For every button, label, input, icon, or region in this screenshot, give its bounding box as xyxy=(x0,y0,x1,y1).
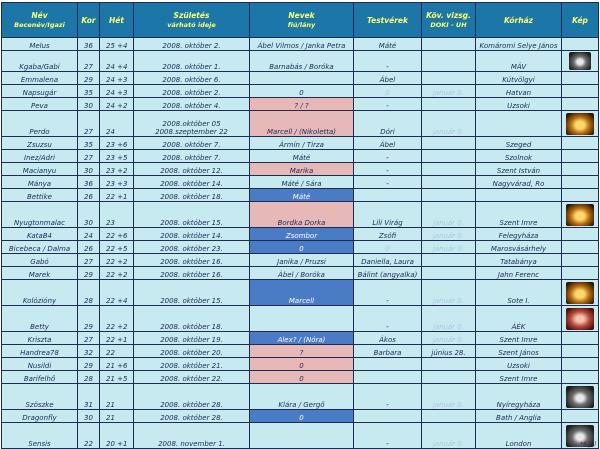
table-row xyxy=(2,85,599,98)
cell-nevek[interactable]: 0 xyxy=(250,358,354,371)
cell-het[interactable]: 24 xyxy=(100,111,134,137)
table-row xyxy=(2,38,599,51)
cell-kor[interactable]: 31 xyxy=(78,384,100,410)
cell-kov-vizsg[interactable]: január 0. xyxy=(422,85,476,98)
table-row xyxy=(2,384,599,410)
cell-nev[interactable]: Kgaba/Gabi xyxy=(2,51,78,72)
cell-korhaz[interactable]: Szeged xyxy=(476,137,562,150)
cell-kep[interactable] xyxy=(562,202,599,228)
cell-het[interactable]: 21 +5 xyxy=(100,371,134,384)
cell-kep[interactable] xyxy=(562,254,599,267)
cell-het[interactable]: 21 +6 xyxy=(100,358,134,371)
table-row xyxy=(2,241,599,254)
cell-korhaz[interactable]: Szent Imre xyxy=(476,202,562,228)
cell-korhaz[interactable] xyxy=(476,111,562,137)
cell-kep[interactable] xyxy=(562,137,599,150)
cell-kov-vizsg[interactable] xyxy=(422,137,476,150)
cell-kov-vizsg[interactable] xyxy=(422,410,476,423)
table-row xyxy=(2,345,599,358)
cell-kor[interactable]: 27 xyxy=(78,51,100,72)
cell-kov-vizsg[interactable] xyxy=(422,72,476,85)
cell-het[interactable]: 22 +2 xyxy=(100,267,134,280)
table-row xyxy=(2,51,599,72)
cell-het[interactable]: 22 +2 xyxy=(100,254,134,267)
cell-kov-vizsg[interactable] xyxy=(422,51,476,72)
cell-kep[interactable] xyxy=(562,267,599,280)
cell-kov-vizsg[interactable] xyxy=(422,189,476,202)
cell-kov-vizsg[interactable] xyxy=(422,371,476,384)
cell-testverek[interactable]: Barbara xyxy=(354,345,422,358)
cell-korhaz[interactable]: Felegyháza xyxy=(476,228,562,241)
cell-het[interactable]: 24 +3 xyxy=(100,85,134,98)
cell-het[interactable]: 21 xyxy=(100,384,134,410)
cell-nevek[interactable]: 0 xyxy=(250,85,354,98)
cell-nevek[interactable]: Klára / Gergő xyxy=(250,384,354,410)
cell-kov-vizsg[interactable]: január 0. xyxy=(422,241,476,254)
cell-nevek[interactable]: Ábel Vilmos / Janka Petra xyxy=(250,38,354,51)
cell-nev[interactable]: Melus xyxy=(2,38,78,51)
cell-nevek[interactable]: Ármin / Tirza xyxy=(250,137,354,150)
cell-testverek[interactable]: Lili Virág xyxy=(354,202,422,228)
cell-kor[interactable]: 27 xyxy=(78,111,100,137)
cell-kor[interactable]: 29 xyxy=(78,306,100,332)
cell-kep[interactable] xyxy=(562,371,599,384)
footnote: *6 jül xyxy=(580,441,596,448)
cell-nev[interactable]: Perdo xyxy=(2,111,78,137)
cell-nev[interactable]: Dragonfly xyxy=(2,410,78,423)
cell-kov-vizsg[interactable]: január 0. xyxy=(422,306,476,332)
cell-nev[interactable]: Peva xyxy=(2,98,78,111)
cell-nev[interactable]: Bicebeca / Dalma xyxy=(2,241,78,254)
cell-szuletes[interactable]: 2008. október 28. xyxy=(134,410,250,423)
cell-szuletes[interactable]: 2008. október 18. xyxy=(134,189,250,202)
cell-kov-vizsg[interactable] xyxy=(422,98,476,111)
ultrasound-thumbnail[interactable] xyxy=(569,52,591,70)
cell-testverek[interactable]: - xyxy=(354,163,422,176)
cell-nevek[interactable]: 0 xyxy=(250,371,354,384)
col-header-kep[interactable]: Kép xyxy=(562,3,599,38)
cell-nev[interactable]: Macianyu xyxy=(2,163,78,176)
table-body xyxy=(2,38,599,449)
cell-kov-vizsg[interactable] xyxy=(422,176,476,189)
cell-nev[interactable]: Emmalena xyxy=(2,72,78,85)
cell-szuletes[interactable]: 2008. október 12. xyxy=(134,163,250,176)
cell-kov-vizsg[interactable] xyxy=(422,254,476,267)
table-row xyxy=(2,410,599,423)
cell-korhaz[interactable]: MÁV xyxy=(476,51,562,72)
cell-szuletes[interactable]: 2008. október 4. xyxy=(134,98,250,111)
cell-het[interactable]: 20 +1 xyxy=(100,423,134,449)
cell-testverek[interactable]: - xyxy=(354,306,422,332)
cell-het[interactable]: 23 +5 xyxy=(100,150,134,163)
header-row xyxy=(2,3,599,38)
cell-testverek[interactable]: Bálint (angyalka) xyxy=(354,267,422,280)
cell-kov-vizsg[interactable] xyxy=(422,267,476,280)
cell-nev[interactable]: Betty xyxy=(2,306,78,332)
cell-korhaz[interactable]: Szent Imre xyxy=(476,332,562,345)
col-header-testverek[interactable]: Testvérek xyxy=(354,3,422,38)
cell-szuletes[interactable]: 2008. október 16. xyxy=(134,267,250,280)
cell-het[interactable]: 22 +1 xyxy=(100,332,134,345)
cell-nev[interactable]: Nyugtonmalac xyxy=(2,202,78,228)
cell-kep[interactable] xyxy=(562,280,599,306)
cell-kov-vizsg[interactable] xyxy=(422,150,476,163)
cell-nevek[interactable]: Ábel / Boróka xyxy=(250,267,354,280)
cell-het[interactable]: 22 +4 xyxy=(100,280,134,306)
cell-kep[interactable] xyxy=(562,163,599,176)
cell-nevek[interactable] xyxy=(250,423,354,449)
table-row xyxy=(2,254,599,267)
table-row xyxy=(2,306,599,332)
cell-kor[interactable]: 22 xyxy=(78,423,100,449)
table-row xyxy=(2,280,599,306)
cell-het[interactable]: 22 +2 xyxy=(100,306,134,332)
cell-het[interactable]: 22 +6 xyxy=(100,228,134,241)
cell-kov-vizsg[interactable] xyxy=(422,358,476,371)
cell-szuletes[interactable]: 2008. október 20. xyxy=(134,345,250,358)
cell-korhaz[interactable]: Szolnok xyxy=(476,150,562,163)
cell-szuletes[interactable]: 2008. október 14. xyxy=(134,176,250,189)
cell-kor[interactable]: 29 xyxy=(78,358,100,371)
cell-nev[interactable]: Kolózióny xyxy=(2,280,78,306)
cell-het[interactable]: 24 +4 xyxy=(100,51,134,72)
cell-szuletes[interactable] xyxy=(134,111,250,137)
col-header-kor[interactable]: Kor xyxy=(78,3,100,38)
cell-nevek[interactable] xyxy=(250,306,354,332)
table-row xyxy=(2,267,599,280)
cell-kep[interactable] xyxy=(562,241,599,254)
ultrasound-thumbnail[interactable] xyxy=(566,282,594,304)
cell-kep[interactable] xyxy=(562,410,599,423)
cell-testverek[interactable]: - xyxy=(354,384,422,410)
cell-kor[interactable]: 36 xyxy=(78,38,100,51)
cell-het[interactable]: 24 +2 xyxy=(100,98,134,111)
table-row xyxy=(2,163,599,176)
cell-korhaz[interactable]: Uzsoki xyxy=(476,358,562,371)
cell-kor[interactable]: 29 xyxy=(78,267,100,280)
cell-nevek[interactable]: Máté / Sára xyxy=(250,176,354,189)
cell-kep[interactable] xyxy=(562,85,599,98)
cell-testverek[interactable]: Daniella, Laura xyxy=(354,254,422,267)
cell-kor[interactable]: 27 xyxy=(78,150,100,163)
cell-szuletes[interactable]: 2008. október 15. xyxy=(134,280,250,306)
cell-szuletes[interactable]: 2008. október 7. xyxy=(134,137,250,150)
cell-testverek[interactable] xyxy=(354,410,422,423)
cell-nevek[interactable]: Alex? / (Nóra) xyxy=(250,332,354,345)
table-row xyxy=(2,189,599,202)
cell-nev[interactable]: Barifelhő xyxy=(2,371,78,384)
cell-het[interactable]: 24 +3 xyxy=(100,72,134,85)
cell-kov-vizsg[interactable]: január 0. xyxy=(422,228,476,241)
cell-szuletes[interactable]: 2008. október 6. xyxy=(134,72,250,85)
cell-kov-vizsg[interactable]: január 0. xyxy=(422,384,476,410)
table-row xyxy=(2,358,599,371)
cell-het[interactable]: 22 xyxy=(100,345,134,358)
cell-korhaz[interactable]: Nagyvárad, Ro xyxy=(476,176,562,189)
cell-testverek[interactable]: - xyxy=(354,423,422,449)
col-header-nev[interactable]: Név Becenév/Igazi xyxy=(2,3,78,38)
cell-szuletes[interactable]: 2008. október 2. xyxy=(134,38,250,51)
cell-korhaz[interactable]: Hatvan xyxy=(476,85,562,98)
cell-korhaz[interactable]: Szent Imre xyxy=(476,371,562,384)
cell-kor[interactable]: 36 xyxy=(78,176,100,189)
cell-testverek[interactable]: 0 xyxy=(354,85,422,98)
cell-szuletes[interactable]: 2008. október 21. xyxy=(134,358,250,371)
cell-kor[interactable]: 32 xyxy=(78,345,100,358)
cell-nev[interactable]: Handrea78 xyxy=(2,345,78,358)
cell-kep[interactable] xyxy=(562,332,599,345)
table-row xyxy=(2,111,599,137)
cell-nevek[interactable]: ? xyxy=(250,345,354,358)
ultrasound-thumbnail[interactable] xyxy=(566,386,594,408)
cell-het[interactable]: 23 xyxy=(100,202,134,228)
cell-testverek[interactable]: Dóri xyxy=(354,111,422,137)
cell-korhaz[interactable]: Szent János xyxy=(476,345,562,358)
cell-nev[interactable]: Zsuzsu xyxy=(2,137,78,150)
cell-testverek[interactable]: - xyxy=(354,98,422,111)
table-row xyxy=(2,176,599,189)
pregnancy-table xyxy=(1,2,599,449)
cell-nev[interactable]: Napsugár xyxy=(2,85,78,98)
table-row xyxy=(2,228,599,241)
cell-szuletes[interactable]: 2008. október 22. xyxy=(134,371,250,384)
cell-testverek[interactable] xyxy=(354,371,422,384)
cell-kep[interactable] xyxy=(562,150,599,163)
cell-korhaz[interactable]: Marosvásárhely xyxy=(476,241,562,254)
cell-kor[interactable]: 26 xyxy=(78,189,100,202)
cell-het[interactable]: 22 +1 xyxy=(100,189,134,202)
cell-nevek[interactable]: Marcell xyxy=(250,280,354,306)
cell-nevek[interactable]: Bordka Dorka xyxy=(250,202,354,228)
col-header-kov-vizsg[interactable]: Köv. vizsg. DOKI - UH xyxy=(422,3,476,38)
cell-nev[interactable]: Kriszta xyxy=(2,332,78,345)
cell-kor[interactable]: 28 xyxy=(78,280,100,306)
cell-korhaz[interactable]: ÁÉK xyxy=(476,306,562,332)
cell-kep[interactable] xyxy=(562,306,599,332)
cell-nev[interactable]: Nusildi xyxy=(2,358,78,371)
cell-het[interactable]: 21 xyxy=(100,410,134,423)
cell-nevek[interactable]: Janika / Pruzsi xyxy=(250,254,354,267)
cell-testverek[interactable]: - xyxy=(354,280,422,306)
cell-korhaz[interactable]: London xyxy=(476,423,562,449)
cell-nev[interactable]: Gabó xyxy=(2,254,78,267)
cell-szuletes[interactable]: 2008. október 1. xyxy=(134,51,250,72)
cell-szuletes[interactable]: 2008. október 18. xyxy=(134,306,250,332)
col-header-het[interactable]: Hét xyxy=(100,3,134,38)
table-row xyxy=(2,137,599,150)
cell-nev[interactable]: Sensis xyxy=(2,423,78,449)
cell-nevek[interactable]: Zsombor xyxy=(250,228,354,241)
cell-korhaz[interactable]: Komáromi Selye János xyxy=(476,38,562,51)
cell-kov-vizsg[interactable] xyxy=(422,38,476,51)
cell-korhaz[interactable]: Tatabánya xyxy=(476,254,562,267)
cell-kep[interactable] xyxy=(562,38,599,51)
cell-szuletes[interactable]: 2008. október 15. xyxy=(134,202,250,228)
cell-testverek[interactable]: 0 xyxy=(354,241,422,254)
cell-szuletes-line: 2008.szeptember 22 xyxy=(155,128,228,136)
cell-kor[interactable]: 26 xyxy=(78,241,100,254)
cell-kor[interactable]: 24 xyxy=(78,228,100,241)
cell-het[interactable]: 23 +2 xyxy=(100,163,134,176)
cell-nev[interactable]: Szöszke xyxy=(2,384,78,410)
cell-szuletes-line: 2008.október 05 xyxy=(162,120,221,128)
cell-szuletes[interactable]: 2008. október 28. xyxy=(134,384,250,410)
cell-nev[interactable]: KataB4 xyxy=(2,228,78,241)
cell-kov-vizsg[interactable]: január 0. xyxy=(422,111,476,137)
cell-nevek[interactable]: Máté xyxy=(250,150,354,163)
cell-nevek[interactable]: Barnabás / Boróka xyxy=(250,51,354,72)
cell-nevek[interactable]: 0 xyxy=(250,241,354,254)
cell-kor[interactable]: 29 xyxy=(78,72,100,85)
cell-testverek[interactable]: - xyxy=(354,150,422,163)
cell-nev[interactable]: Mánya xyxy=(2,176,78,189)
cell-testverek[interactable]: Ákos xyxy=(354,332,422,345)
cell-kep[interactable] xyxy=(562,345,599,358)
cell-het[interactable]: 23 +6 xyxy=(100,137,134,150)
cell-testverek[interactable]: Ábel xyxy=(354,137,422,150)
col-header-nevek[interactable]: Nevek fiú/lány xyxy=(250,3,354,38)
table-row xyxy=(2,423,599,449)
cell-testverek[interactable]: Zsófi xyxy=(354,228,422,241)
cell-nevek[interactable]: ? / ? xyxy=(250,98,354,111)
cell-kor[interactable]: 30 xyxy=(78,98,100,111)
cell-korhaz[interactable]: Kútvölgyi xyxy=(476,72,562,85)
cell-kep[interactable] xyxy=(562,189,599,202)
cell-szuletes[interactable]: 2008. október 16. xyxy=(134,254,250,267)
cell-testverek[interactable] xyxy=(354,189,422,202)
cell-kep[interactable] xyxy=(562,111,599,137)
cell-nev[interactable]: Bettike xyxy=(2,189,78,202)
cell-kor[interactable]: 27 xyxy=(78,254,100,267)
cell-kor[interactable]: 27 xyxy=(78,332,100,345)
ultrasound-thumbnail[interactable] xyxy=(566,308,594,330)
table-row xyxy=(2,98,599,111)
cell-korhaz[interactable]: Szent István xyxy=(476,163,562,176)
cell-szuletes[interactable]: 2008. október 7. xyxy=(134,150,250,163)
cell-kep[interactable] xyxy=(562,358,599,371)
cell-szuletes[interactable]: 2008. november 1. xyxy=(134,423,250,449)
cell-korhaz[interactable]: Sote I. xyxy=(476,280,562,306)
ultrasound-thumbnail[interactable] xyxy=(566,113,594,135)
cell-het[interactable]: 25 +4 xyxy=(100,38,134,51)
cell-kov-vizsg[interactable]: január 0. xyxy=(422,280,476,306)
cell-kor[interactable]: 35 xyxy=(78,137,100,150)
table-row xyxy=(2,72,599,85)
cell-korhaz[interactable]: Nyíregyháza xyxy=(476,384,562,410)
cell-korhaz[interactable]: Uzsoki xyxy=(476,98,562,111)
table-row xyxy=(2,202,599,228)
cell-kep[interactable] xyxy=(562,72,599,85)
table-row xyxy=(2,332,599,345)
cell-kor[interactable]: 30 xyxy=(78,202,100,228)
cell-het[interactable]: 23 +3 xyxy=(100,176,134,189)
cell-testverek[interactable]: Ábel xyxy=(354,72,422,85)
cell-kov-vizsg[interactable] xyxy=(422,163,476,176)
cell-korhaz[interactable]: Bath / Anglia xyxy=(476,410,562,423)
cell-korhaz[interactable]: Jahn Ferenc xyxy=(476,267,562,280)
cell-nevek[interactable] xyxy=(250,72,354,85)
cell-szuletes[interactable]: 2008. október 14. xyxy=(134,228,250,241)
cell-szuletes[interactable]: 2008. október 2. xyxy=(134,85,250,98)
cell-kov-vizsg[interactable]: június 28. xyxy=(422,345,476,358)
cell-testverek[interactable]: Máté xyxy=(354,38,422,51)
col-header-korhaz[interactable]: Kórház xyxy=(476,3,562,38)
cell-nevek[interactable]: Marcell / (Nikoletta) xyxy=(250,111,354,137)
ultrasound-thumbnail[interactable] xyxy=(566,204,594,226)
col-header-szuletes[interactable]: Születés várható ideje xyxy=(134,3,250,38)
cell-testverek[interactable]: - xyxy=(354,176,422,189)
cell-kep[interactable] xyxy=(562,228,599,241)
cell-kor[interactable]: 28 xyxy=(78,371,100,384)
cell-kep[interactable] xyxy=(562,51,599,72)
cell-kor[interactable]: 35 xyxy=(78,85,100,98)
cell-nevek[interactable]: Marika xyxy=(250,163,354,176)
cell-kor[interactable]: 30 xyxy=(78,163,100,176)
cell-nevek[interactable]: 0 xyxy=(250,410,354,423)
table-row xyxy=(2,150,599,163)
cell-testverek[interactable]: - xyxy=(354,51,422,72)
cell-szuletes[interactable]: 2008. október 23. xyxy=(134,241,250,254)
cell-kep[interactable] xyxy=(562,176,599,189)
cell-kor[interactable]: 30 xyxy=(78,410,100,423)
table-row xyxy=(2,371,599,384)
cell-kov-vizsg[interactable]: január 0. xyxy=(422,423,476,449)
cell-testverek[interactable] xyxy=(354,358,422,371)
cell-nevek[interactable]: Máté xyxy=(250,189,354,202)
cell-kep[interactable] xyxy=(562,384,599,410)
cell-kov-vizsg[interactable]: január 0. xyxy=(422,332,476,345)
cell-het[interactable]: 22 +5 xyxy=(100,241,134,254)
cell-nev[interactable]: Inez/Adri xyxy=(2,150,78,163)
cell-szuletes[interactable]: 2008. október 19. xyxy=(134,332,250,345)
cell-kep[interactable] xyxy=(562,98,599,111)
cell-kov-vizsg[interactable]: január 0. xyxy=(422,202,476,228)
cell-korhaz[interactable] xyxy=(476,189,562,202)
cell-nev[interactable]: Marek xyxy=(2,267,78,280)
